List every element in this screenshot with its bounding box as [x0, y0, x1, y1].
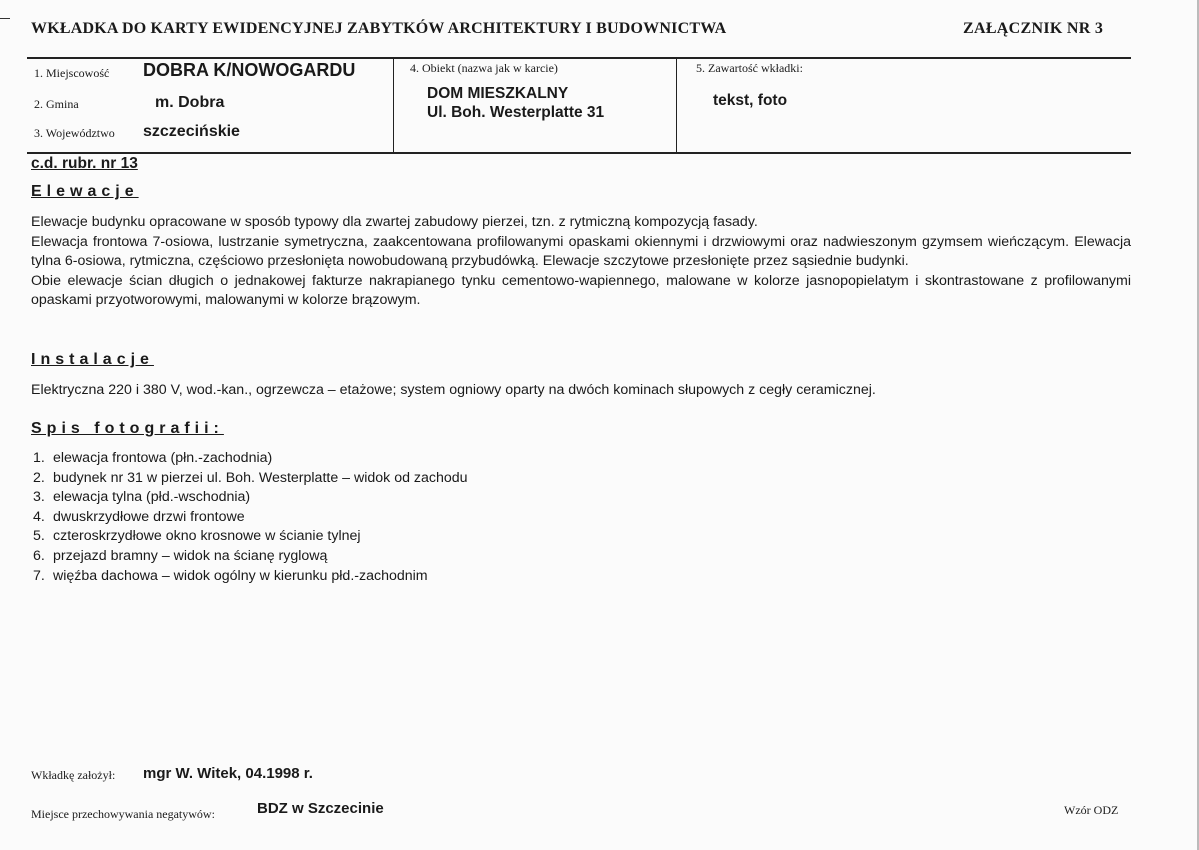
- list-item: [33, 547, 468, 567]
- installations-text: [31, 381, 1131, 401]
- object-address: Ul. Boh. Westerplatte 31: [427, 104, 605, 121]
- list-item: [33, 508, 468, 528]
- section-title-photos: Spis fotografii:: [31, 420, 224, 437]
- photo-number: 4.: [33, 508, 45, 525]
- photo-number: 1.: [33, 450, 45, 466]
- locality-value: DOBRA K/NOWOGARDU: [143, 60, 356, 80]
- elevations-text: [31, 213, 1131, 311]
- content-value: tekst, foto: [713, 92, 788, 109]
- list-item: [33, 469, 468, 489]
- photo-caption: więźba dachowa – widok ogólny w kierunku płd.-zachodnim: [53, 567, 428, 584]
- storage-value: BDZ w Szczecinie: [257, 800, 384, 817]
- template-mark: Wzór ODZ: [1064, 803, 1119, 817]
- elevations-paragraph-2: Elewacja frontowa 7-osiowa, lustrzanie symetryczna, zaakcentowana profilowanymi opaskami okiennymi i drzwiowymi oraz nadwieszonym gzymsem wieńczącym. Elewacja tylna 6-osiowa, rytmiczna, częściowo przesłonięta nowobudowaną przybudówką. Elewacje szczytowe przesłonięte przez sąsiednie budynki.: [31, 233, 1131, 269]
- author-label: Wkładkę założył:: [31, 768, 116, 782]
- document-title: WKŁADKA DO KARTY EWIDENCYJNEJ ZABYTKÓW ARCHITEKTURY I BUDOWNICTWA: [31, 20, 727, 37]
- continuation-note: c.d. rubr. nr 13: [31, 155, 138, 172]
- box-top-rule: [27, 57, 1131, 59]
- photo-caption: czteroskrzydłowe okno krosnowe w ścianie tylnej: [53, 528, 361, 545]
- locality-label: 1. Miejscowość: [34, 66, 110, 80]
- installations-paragraph: Elektryczna 220 i 380 V, wod.-kan., ogrzewcza – etażowe; system ogniowy oparty na dwóch kominach słupowych z cegły ceramicznej.: [31, 382, 876, 398]
- photo-list: [33, 449, 468, 586]
- photo-caption: elewacja tylna (płd.-wschodnia): [53, 489, 251, 506]
- photo-caption: dwuskrzydłowe drzwi frontowe: [53, 508, 245, 525]
- photo-number: 7.: [33, 567, 45, 584]
- commune-value: m. Dobra: [155, 94, 225, 111]
- margin-mark: [0, 18, 10, 19]
- list-item: [33, 449, 468, 469]
- box-divider-1: [393, 58, 394, 153]
- photo-caption: budynek nr 31 w pierzei ul. Boh. Westerplatte – widok od zachodu: [53, 469, 468, 486]
- box-bottom-rule: [27, 152, 1131, 154]
- author-value: mgr W. Witek, 04.1998 r.: [143, 765, 313, 782]
- annex-number: ZAŁĄCZNIK NR 3: [963, 20, 1104, 37]
- photo-caption: elewacja frontowa (płn.-zachodnia): [53, 450, 273, 466]
- box-divider-2: [676, 58, 677, 153]
- object-label: 4. Obiekt (nazwa jak w karcie): [410, 61, 558, 75]
- list-item: [33, 488, 468, 508]
- commune-label: 2. Gmina: [34, 97, 79, 111]
- voivodeship-label: 3. Województwo: [34, 126, 115, 140]
- voivodeship-value: szczecińskie: [143, 123, 240, 140]
- photo-number: 3.: [33, 489, 45, 506]
- content-label: 5. Zawartość wkładki:: [696, 61, 803, 75]
- photo-number: 6.: [33, 547, 45, 564]
- photo-number: 5.: [33, 528, 45, 545]
- object-name: DOM MIESZKALNY: [427, 85, 569, 102]
- photo-number: 2.: [33, 469, 45, 486]
- elevations-paragraph-3: Obie elewacje ścian długich o jednakowej fakturze nakrapianego tynku cementowo-wapiennego, malowane w kolorze jasnopopielatym i skontrastowane z profilowanymi opaskami przyotworowymi, malowanymi w kolorze brązowym.: [31, 272, 1131, 308]
- section-title-elevations: Elewacje: [31, 183, 139, 200]
- list-item: [33, 567, 468, 587]
- elevations-paragraph-1: Elewacje budynku opracowane w sposób typowy dla zwartej zabudowy pierzei, tzn. z rytmiczną kompozycją fasady.: [31, 214, 758, 230]
- list-item: [33, 527, 468, 547]
- section-title-installations: Instalacje: [31, 351, 154, 368]
- storage-label: Miejsce przechowywania negatywów:: [31, 807, 215, 821]
- photo-caption: przejazd bramny – widok na ścianę ryglową: [53, 547, 328, 564]
